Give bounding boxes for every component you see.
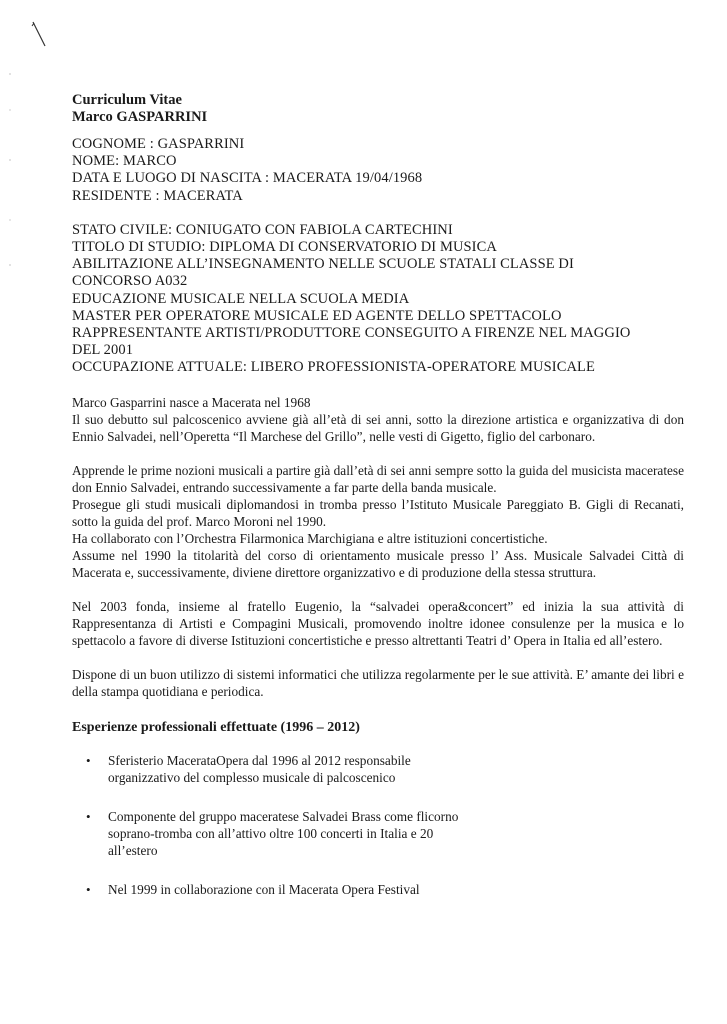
field-line: ABILITAZIONE ALL’INSEGNAMENTO NELLE SCUOLE STATALI CLASSE DI — [72, 256, 574, 273]
scan-edge-dots — [8, 70, 12, 270]
bullet-icon: • — [86, 881, 91, 897]
bullet-icon: • — [86, 808, 91, 824]
field-line: DEL 2001 — [72, 342, 134, 359]
bio-block-2 — [72, 462, 684, 581]
list-item-text: Componente del gruppo maceratese Salvadei Brass come flicorno soprano-tromba con all’attivo oltre 100 concerti in Italia e 20 all’estero — [108, 808, 459, 858]
list-item-text: Sferisterio MacerataOpera dal 1996 al 2012 responsabile organizzativo del complesso musicale di palcoscenico — [108, 752, 411, 785]
field-line: TITOLO DI STUDIO: DIPLOMA DI CONSERVATORIO DI MUSICA — [72, 239, 497, 256]
field-line: STATO CIVILE: CONIUGATO CON FABIOLA CARTECHINI — [72, 221, 453, 238]
list-item-text: Nel 1999 in collaborazione con il Macerata Opera Festival — [108, 881, 420, 897]
bullet-icon: • — [86, 752, 91, 768]
list-item — [72, 808, 468, 859]
experience-heading: Esperienze professionali effettuate (1996 – 2012) — [72, 719, 360, 735]
personal-fields — [72, 136, 684, 377]
experience-list — [72, 752, 684, 898]
title-line-2: Marco GASPARRINI — [72, 109, 208, 125]
bio-paragraph: Prosegue gli studi musicali diplomandosi in tromba presso l’Istituto Musicale Pareggiato B. Gigli di Recanati, sotto la guida del prof. Marco Moroni nel 1990. — [72, 496, 684, 529]
bio-paragraph: Nel 2003 fonda, insieme al fratello Eugenio, la “salvadei opera&concert” ed inizia la sua attività di Rappresentanza di Artisti e Compagini Musicali, promovendo inoltre idonee consulenze per la musica e lo spettacolo a favore di diverse Istituzioni concertistiche e presso altrettanti Teatri d’ Opera in Italia ed all’estero. — [72, 598, 684, 648]
bio-paragraph: Ha collaborato con l’Orchestra Filarmonica Marchigiana e altre istituzioni concertistiche. — [72, 530, 548, 546]
list-item — [72, 752, 468, 786]
bio-paragraph: Il suo debutto sul palcoscenico avviene già all’età di sei anni, sotto la direzione artistica e organizzativa di don Ennio Salvadei, nell’Operetta “Il Marchese del Grillo”, nelle vesti di Gigetto, figlio del carbonaro. — [72, 411, 684, 444]
doc-title — [72, 92, 684, 126]
bio-block-3 — [72, 598, 684, 649]
field-line: COGNOME : GASPARRINI — [72, 136, 245, 152]
bio-paragraph: Dispone di un buon utilizzo di sistemi informatici che utilizza regolarmente per le sue attività. E’ amante dei libri e della stampa quotidiana e periodica. — [72, 666, 684, 699]
field-line: MASTER PER OPERATORE MUSICALE ED AGENTE DELLO SPETTACOLO — [72, 307, 562, 324]
field-line: RESIDENTE : MACERATA — [72, 187, 243, 204]
bio-paragraph: Assume nel 1990 la titolarità del corso di orientamento musicale presso l’ Ass. Musicale Salvadei Città di Macerata e, successivamente, diviene direttore organizzativo e di produzione della stessa struttura. — [72, 547, 684, 580]
field-line: DATA E LUOGO DI NASCITA : MACERATA 19/04/1968 — [72, 170, 423, 187]
field-line: RAPPRESENTANTE ARTISTI/PRODUTTORE CONSEGUITO A FIRENZE NEL MAGGIO — [72, 325, 631, 342]
bio-block-1 — [72, 394, 684, 445]
field-line: OCCUPAZIONE ATTUALE: LIBERO PROFESSIONISTA-OPERATORE MUSICALE — [72, 359, 595, 376]
scan-mark-icon — [30, 20, 48, 48]
bio-paragraph: Marco Gasparrini nasce a Macerata nel 1968 — [72, 394, 311, 410]
cv-document — [72, 92, 684, 920]
field-line: NOME: MARCO — [72, 153, 177, 170]
list-item — [72, 881, 468, 898]
title-line-1: Curriculum Vitae — [72, 92, 182, 108]
bio-paragraph: Apprende le prime nozioni musicali a partire già dall’età di sei anni sempre sotto la guida del musicista maceratese don Ennio Salvadei, entrando successivamente a far parte della banda musicale. — [72, 462, 684, 495]
field-line: CONCORSO A032 — [72, 273, 188, 290]
bio-block-4 — [72, 666, 684, 700]
field-line: EDUCAZIONE MUSICALE NELLA SCUOLA MEDIA — [72, 290, 410, 307]
